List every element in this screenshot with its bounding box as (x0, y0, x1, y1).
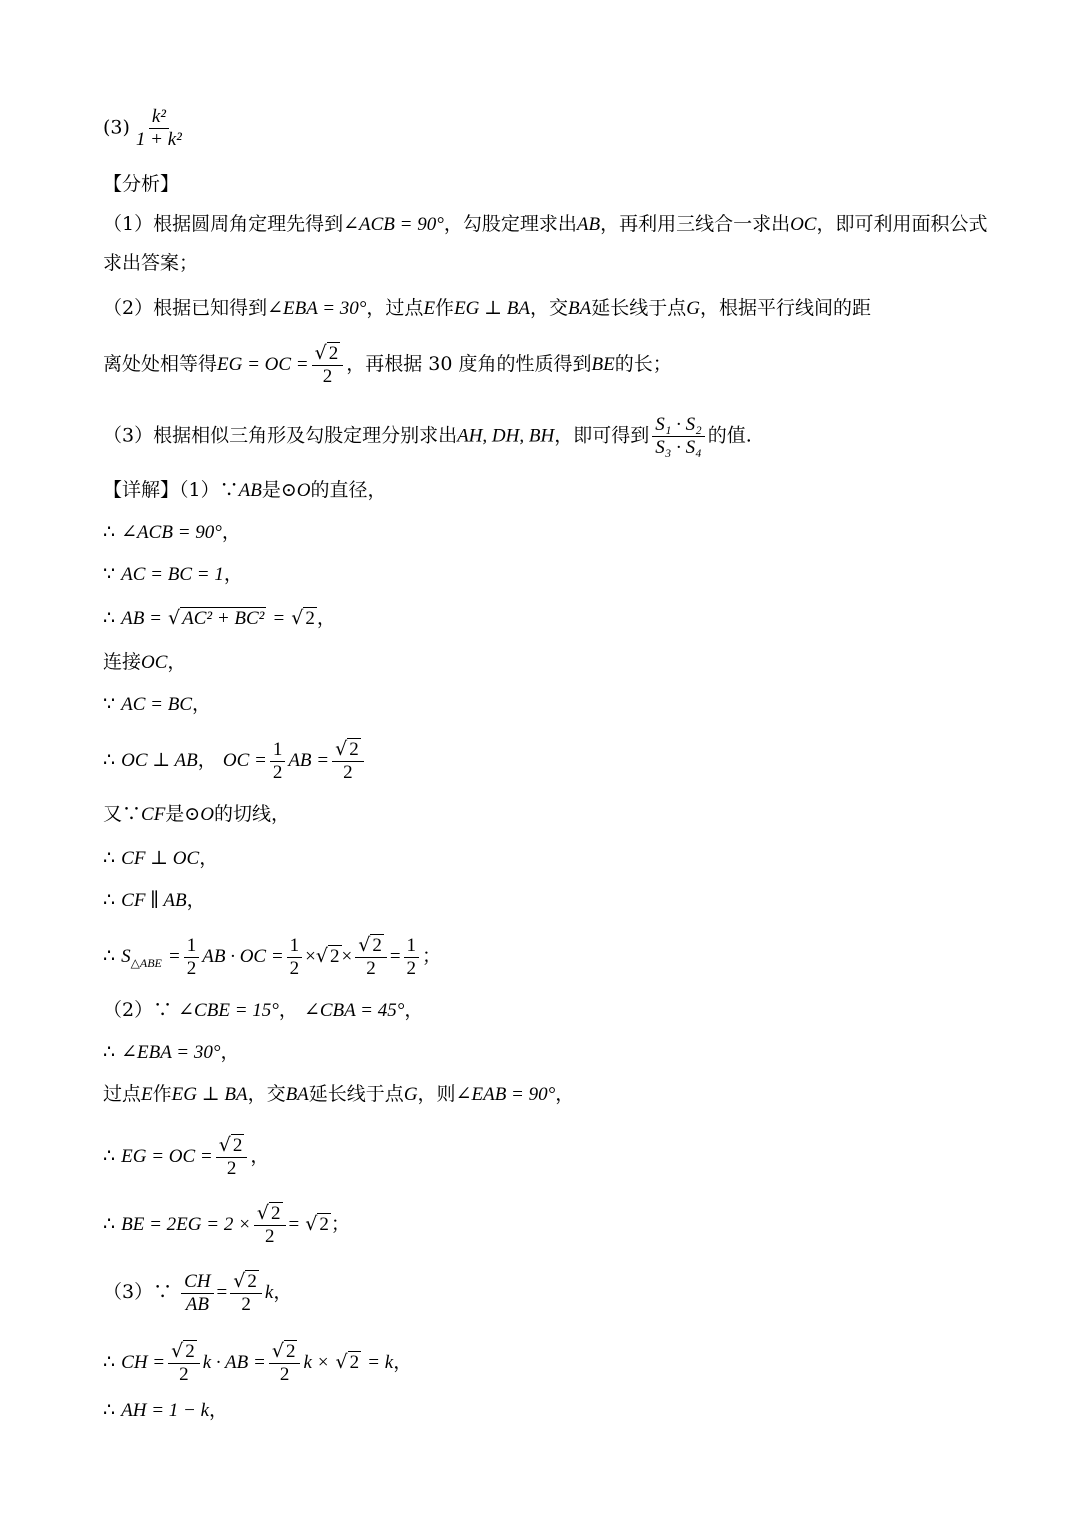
radicand: 2 (247, 1271, 257, 1292)
radicand: 2 (349, 739, 359, 760)
math: OC (790, 214, 817, 235)
math: OC ⊥ AB (121, 750, 198, 771)
denominator: 2 (343, 762, 353, 783)
math: × (305, 946, 316, 967)
punct: ， (197, 749, 217, 771)
math: O (200, 804, 214, 825)
analysis-paragraph-2 (103, 294, 990, 323)
analysis-title (103, 170, 990, 198)
math: OC = (222, 750, 267, 771)
denominator: 2 (272, 761, 283, 783)
text: ，再根据 30 度角的性质得到 (346, 353, 592, 375)
math: E (423, 298, 436, 319)
denominator: 2 (366, 958, 376, 979)
math: = (389, 946, 401, 967)
answer-part3 (103, 106, 990, 151)
text: （3）∵ (103, 1281, 173, 1303)
detail-line-8 (103, 800, 990, 829)
fraction (287, 935, 303, 980)
math: = (167, 946, 181, 967)
text: ，交 (529, 297, 568, 319)
sqrt: √ 2 (314, 342, 339, 364)
sqrt: √ AC² + BC² (167, 607, 265, 629)
math: ∠EBA = 30° (121, 1042, 221, 1063)
detail-line-14 (103, 1080, 990, 1109)
therefore-symbol: ∴ (103, 1145, 116, 1167)
math: BA (568, 298, 592, 319)
punct: ； (422, 945, 442, 967)
text: ，则 (417, 1083, 456, 1105)
text: 的切线， (213, 803, 290, 825)
punct: ， (316, 607, 336, 629)
math: = (272, 608, 286, 629)
text: ，交 (247, 1083, 286, 1105)
math: = (288, 1214, 300, 1235)
analysis-paragraph-2-cont (103, 342, 990, 388)
fraction (269, 1340, 301, 1386)
text: 又∵ (103, 803, 142, 825)
punct: ， (199, 847, 219, 869)
denominator: 1 + k² (135, 129, 182, 150)
punct: ， (250, 1145, 270, 1167)
text: 的长； (614, 353, 672, 375)
text: 延长线于点 (308, 1083, 404, 1105)
detail-line-12 (103, 996, 990, 1025)
subscript: △ABE (130, 955, 162, 970)
text: 离处处相等得 (103, 353, 218, 375)
numerator: 1 (184, 935, 200, 958)
therefore-symbol: ∴ (103, 1399, 116, 1421)
fraction (216, 1134, 248, 1180)
denominator: 2 (322, 366, 333, 387)
math: = (216, 1282, 228, 1303)
radicand: 2 (305, 608, 315, 629)
therefore-symbol: ∴ (103, 1213, 116, 1235)
numerator: 1 (287, 935, 303, 958)
math: CF ⊥ OC (121, 848, 200, 869)
numerator: CH (181, 1271, 213, 1294)
punct: ， (192, 693, 212, 715)
punct: ， (404, 999, 424, 1021)
math: ∠CBA = 45° (303, 1000, 405, 1021)
math: BE (591, 354, 615, 375)
text: ，过点 (366, 297, 424, 319)
denominator: 2 (241, 1294, 251, 1315)
fraction (355, 934, 387, 980)
punct: ， (273, 1281, 293, 1303)
fraction (270, 739, 286, 784)
math: EG = OC = (121, 1146, 213, 1167)
math: AB (238, 480, 262, 501)
text: ， (555, 1083, 575, 1105)
denominator: 2 (186, 957, 197, 979)
math: E (141, 1084, 153, 1105)
sqrt: √ 2 (271, 1340, 296, 1362)
sqrt: √ 2 (315, 945, 340, 967)
radicand: 2 (232, 1135, 243, 1156)
denominator: AB (185, 1293, 209, 1315)
radicand: 2 (330, 946, 340, 967)
math: CF (141, 804, 166, 825)
math: BA (285, 1084, 309, 1105)
section-title: 【分析】 (103, 173, 180, 195)
math: G (686, 298, 700, 319)
detail-line-17 (103, 1270, 990, 1316)
detail-line-7 (103, 738, 990, 784)
radicand: 2 (328, 343, 339, 364)
detail-line-15 (103, 1134, 990, 1180)
detail-line-19 (103, 1396, 990, 1425)
numerator: S₁ · S₂ (652, 414, 704, 437)
detail-line-6 (103, 690, 990, 719)
because-symbol: ∵ (103, 693, 116, 715)
math: ∠ACB = 90° (121, 522, 222, 543)
fraction (168, 1340, 200, 1386)
radicand: 2 (271, 1203, 281, 1224)
text: （1）根据圆周角定理先得到 (103, 213, 344, 235)
math: S (121, 946, 131, 967)
math: ∠EAB = 90° (455, 1084, 556, 1105)
math: AB = (288, 750, 330, 771)
sqrt: √ 2 (305, 1213, 329, 1235)
detail-line-16 (103, 1202, 990, 1248)
text: （2）∵ (103, 999, 173, 1021)
fraction (230, 1270, 262, 1316)
text: 是⊙ (261, 479, 297, 501)
math: CF ∥ AB (121, 890, 187, 911)
math: AH = 1 − k (121, 1400, 210, 1421)
math: EG = OC = (217, 354, 309, 375)
text: 的值. (707, 424, 752, 447)
text: 过点 (103, 1083, 142, 1105)
math: AB (576, 214, 601, 235)
math: × (341, 946, 353, 967)
fraction (133, 106, 185, 151)
math: EG ⊥ BA (171, 1084, 248, 1105)
text: ，勾股定理求出 (443, 213, 577, 235)
math: BE = 2EG = 2 × (121, 1214, 251, 1235)
math: AH, DH, BH (457, 425, 555, 447)
section-title: 【详解】 (103, 479, 180, 501)
sqrt: √ 2 (335, 1351, 360, 1373)
numerator: 1 (404, 935, 420, 958)
fraction (181, 1271, 213, 1316)
radicand: 2 (372, 935, 382, 956)
because-symbol: ∵ (103, 563, 116, 585)
punct: ， (186, 889, 206, 911)
sqrt: √ 2 (218, 1134, 243, 1156)
punct: ， (209, 1399, 229, 1421)
denominator: S₃ · S₄ (655, 437, 702, 458)
punct: ， (220, 1041, 240, 1063)
therefore-symbol: ∴ (103, 1351, 116, 1373)
text: （2）根据已知得到 (103, 297, 268, 319)
detail-line-18 (103, 1340, 990, 1386)
math: O (296, 480, 311, 501)
math: = k (367, 1352, 394, 1373)
analysis-paragraph-1 (103, 205, 990, 282)
therefore-symbol: ∴ (103, 521, 116, 543)
math: CH = (121, 1352, 166, 1373)
text: ，即可利用面积公式求出答案； (103, 213, 988, 274)
denominator: 2 (264, 1226, 275, 1247)
math: k · AB = (202, 1352, 266, 1373)
punct: ， (223, 563, 243, 585)
sqrt: √ 2 (171, 1340, 195, 1362)
denominator: 2 (179, 1364, 189, 1385)
denominator: 2 (279, 1364, 290, 1385)
sqrt: √ 2 (233, 1270, 257, 1292)
detail-line-1 (103, 476, 990, 505)
text: 连接 (103, 651, 142, 673)
therefore-symbol: ∴ (103, 945, 116, 967)
punct: ， (167, 651, 187, 673)
text: 是⊙ (165, 803, 201, 825)
radicand: 2 (319, 1214, 329, 1235)
math: AB = (121, 608, 162, 629)
sqrt: √ 2 (291, 607, 315, 629)
math: EG ⊥ BA (454, 298, 530, 319)
therefore-symbol: ∴ (103, 1041, 116, 1063)
text: ，即可得到 (554, 424, 650, 447)
fraction (652, 414, 704, 459)
text: ，再利用三线合一求出 (600, 213, 791, 235)
radicand: AC² + BC² (182, 608, 265, 629)
therefore-symbol: ∴ (103, 889, 116, 911)
radicand: 2 (185, 1341, 195, 1362)
math: OC (141, 652, 168, 673)
detail-line-2 (103, 518, 990, 547)
detail-line-3 (103, 560, 990, 589)
text: 的直径， (310, 479, 387, 501)
denominator: 2 (226, 1158, 237, 1179)
punct: ， (221, 521, 241, 543)
denominator: 2 (289, 957, 300, 979)
detail-line-11 (103, 934, 990, 980)
sqrt: √ 2 (358, 934, 382, 956)
therefore-symbol: ∴ (103, 607, 116, 629)
punct: ； (330, 1213, 350, 1235)
detail-line-13 (103, 1038, 990, 1067)
detail-line-4 (103, 604, 990, 633)
part-label: (3) (103, 116, 130, 139)
detail-line-9 (103, 844, 990, 873)
math: k (264, 1282, 274, 1303)
punct: ， (278, 999, 298, 1021)
text: 作 (152, 1083, 172, 1105)
radicand: 2 (285, 1341, 296, 1362)
numerator: k² (149, 106, 169, 129)
fraction (332, 738, 364, 784)
radicand: 2 (349, 1352, 360, 1373)
math: G (403, 1084, 418, 1105)
fraction (254, 1202, 286, 1248)
sqrt: √ 2 (256, 1202, 281, 1224)
math: ∠CBE = 15° (178, 1000, 279, 1021)
fraction (312, 342, 344, 388)
text: ，根据平行线间的距 (699, 297, 871, 319)
text: （1）∵ (179, 479, 239, 501)
text: 作 (435, 297, 455, 319)
math: AB · OC = (202, 946, 284, 967)
math: ∠EBA = 30° (267, 298, 367, 319)
therefore-symbol: ∴ (103, 749, 116, 771)
sqrt: √ 2 (335, 738, 359, 760)
text: 延长线于点 (591, 297, 687, 319)
therefore-symbol: ∴ (103, 847, 116, 869)
detail-line-5 (103, 648, 990, 677)
denominator: 2 (406, 957, 417, 979)
analysis-paragraph-3 (103, 414, 990, 459)
detail-line-10 (103, 886, 990, 915)
math: ∠ACB = 90° (343, 214, 444, 235)
math: k × (303, 1352, 330, 1373)
numerator: 1 (270, 739, 286, 762)
punct: ， (393, 1351, 413, 1373)
text: （3）根据相似三角形及勾股定理分别求出 (103, 424, 458, 447)
math: AC = BC = 1 (121, 564, 224, 585)
fraction (404, 935, 420, 980)
fraction (184, 935, 200, 980)
math: AC = BC (121, 694, 193, 715)
